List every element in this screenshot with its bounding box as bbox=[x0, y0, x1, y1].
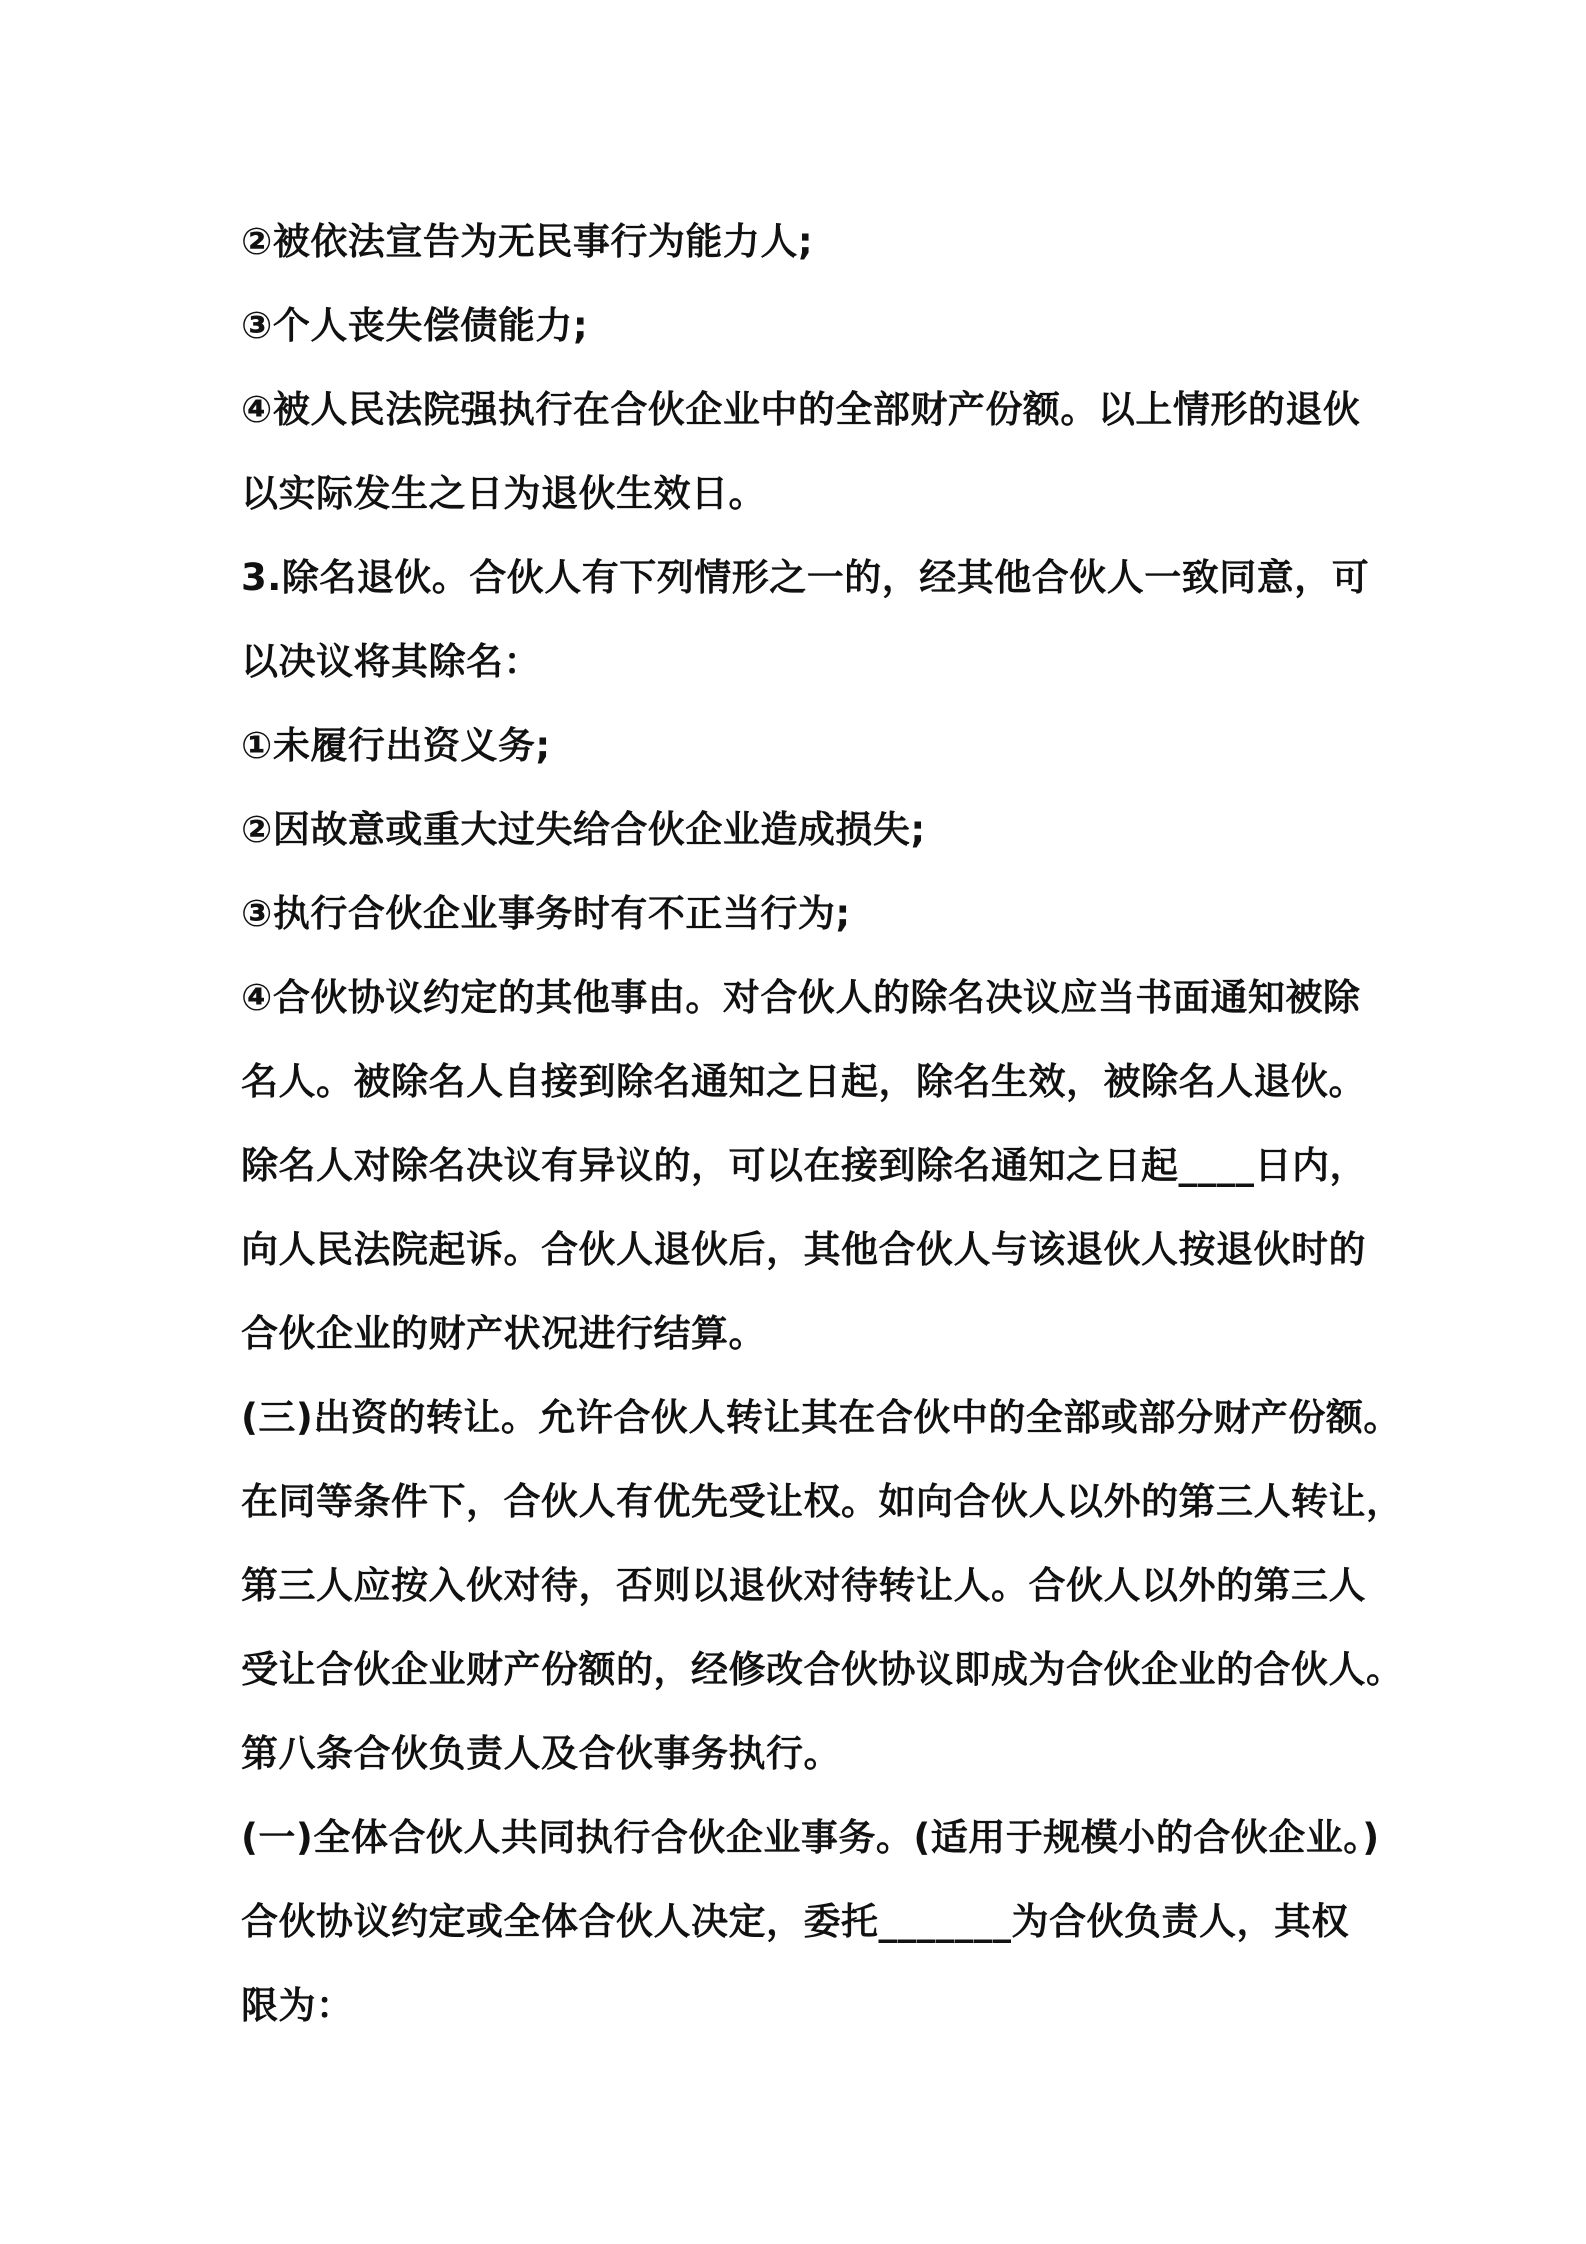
text-line: ②被依法宣告为无民事行为能力人; bbox=[241, 220, 814, 263]
text-line: ③个人丧失偿债能力; bbox=[241, 304, 589, 347]
text-line: (三)出资的转让。允许合伙人转让其在合伙中的全部或部分财产份额。 bbox=[241, 1396, 1401, 1439]
document-body bbox=[241, 200, 1404, 2048]
text-line: ③执行合伙企业事务时有不正当行为; bbox=[241, 892, 851, 935]
text-line: ①未履行出资义务; bbox=[241, 724, 551, 767]
text-line: 以实际发生之日为退伙生效日。 bbox=[241, 472, 766, 515]
text-line: 3.除名退伙。合伙人有下列情形之一的，经其他合伙人一致同意，可 bbox=[241, 556, 1370, 599]
text-line: 名人。被除名人自接到除名通知之日起，除名生效，被除名人退伙。 bbox=[241, 1060, 1366, 1103]
text-line: ②因故意或重大过失给合伙企业造成损失; bbox=[241, 808, 926, 851]
text-line: 在同等条件下，合伙人有优先受让权。如向合伙人以外的第三人转让， bbox=[241, 1480, 1404, 1523]
text-line: 第三人应按入伙对待，否则以退伙对待转让人。合伙人以外的第三人 bbox=[241, 1564, 1366, 1607]
text-line: ④被人民法院强执行在合伙企业中的全部财产份额。以上情形的退伙 bbox=[241, 388, 1361, 431]
text-line: 合伙协议约定或全体合伙人决定，委托_______为合伙负责人，其权 bbox=[241, 1900, 1349, 1943]
text-line: (一)全体合伙人共同执行合伙企业事务。(适用于规模小的合伙企业。) bbox=[241, 1816, 1380, 1859]
text-line: 以决议将其除名： bbox=[241, 640, 541, 683]
text-line: 第八条合伙负责人及合伙事务执行。 bbox=[241, 1732, 841, 1775]
text-line: 向人民法院起诉。合伙人退伙后，其他合伙人与该退伙人按退伙时的 bbox=[241, 1228, 1366, 1271]
text-line: 除名人对除名决议有异议的，可以在接到除名通知之日起____日内， bbox=[241, 1144, 1367, 1187]
text-line: ④合伙协议约定的其他事由。对合伙人的除名决议应当书面通知被除 bbox=[241, 976, 1361, 1019]
text-line: 合伙企业的财产状况进行结算。 bbox=[241, 1312, 766, 1355]
text-line: 限为： bbox=[241, 1984, 354, 2027]
text-line: 受让合伙企业财产份额的，经修改合伙协议即成为合伙企业的合伙人。 bbox=[241, 1648, 1404, 1691]
